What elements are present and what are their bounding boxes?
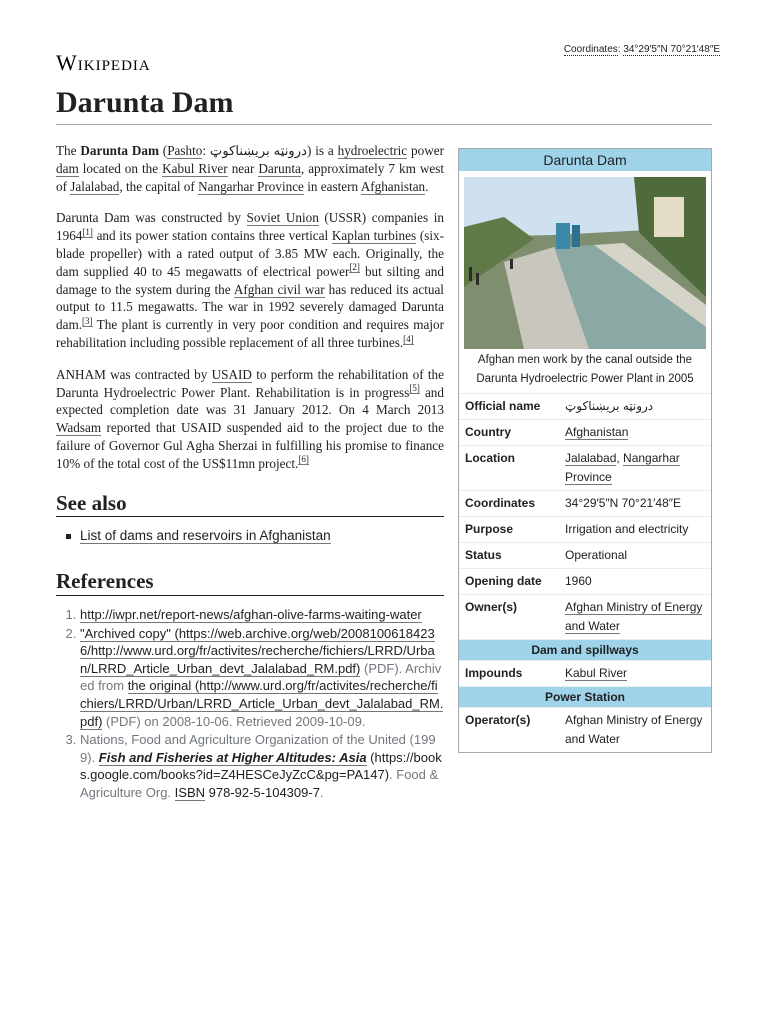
- row-opening-date: Opening date 1960: [459, 568, 711, 594]
- wikipedia-logo[interactable]: Wikipedia: [56, 50, 151, 75]
- reference-item: [80, 606, 444, 624]
- reference-item: 3. Nations, Food and Agriculture Organization of the United (1999). Fish and Fisheries at Higher Altitudes: Asia (https://books.google.com/books?id=Z4HESCeJyZcC&pg=PA147). Food & Agriculture Org. ISBN 978-92-5-104309-7.: [80, 731, 444, 801]
- link-afghan-civil-war[interactable]: Afghan civil war: [233, 281, 325, 297]
- coordinates-label[interactable]: Coordinates: [563, 44, 618, 55]
- ref-5[interactable]: [5]: [409, 383, 420, 394]
- row-owners: Owner(s) Afghan Ministry of Energy and Water: [459, 594, 711, 639]
- references-heading: References: [56, 573, 444, 596]
- reference-item: 2. "Archived copy" (https://web.archive.org/web/20081006184236/http://www.urd.org/fr/activites/recherche/fichiers/LRRD/Urban/LRRD_Article_Urban_devt_Jalalabad_RM.pdf) (PDF). Archived from the original (http://www.urd.org/fr/activites/recherche/fichiers/LRRD/Urban/LRRD_Article_Urban_devt_Jalalabad_RM.pdf) (PDF) on 2008-10-06. Retrieved 2009-10-09.: [80, 625, 444, 731]
- link-jalalabad[interactable]: Jalalabad: [70, 178, 120, 194]
- page-title: Darunta Dam: [56, 86, 712, 125]
- ref3-isbn-link[interactable]: ISBN: [174, 784, 205, 800]
- ref2-archived-link[interactable]: "Archived copy" (https://web.archive.org/web/20081006184236/http://www.urd.org/fr/activites/recherche/fichiers/LRRD/Urban/LRRD_Article_Urban_devt_Jalalabad_RM.pdf): [80, 625, 435, 676]
- row-operators: Operator(s) Afghan Ministry of Energy and Water: [459, 707, 711, 752]
- ref2-original-link[interactable]: the original (http://www.urd.org/fr/activites/recherche/fichiers/LRRD/Urban/LRRD_Article_Urban_devt_Jalalabad_RM.pdf): [80, 678, 444, 729]
- link-soviet-union[interactable]: Soviet Union: [246, 210, 319, 226]
- row-status: Status Operational: [459, 542, 711, 568]
- list-item[interactable]: List of dams and reservoirs in Afghanistan: [66, 527, 444, 545]
- references-list: [80, 606, 444, 802]
- coordinates-value[interactable]: 34°29′5″N 70°21′48″E: [623, 44, 720, 55]
- row-country: Country Afghanistan: [459, 419, 711, 445]
- link-wadsam[interactable]: Wadsam: [56, 420, 102, 436]
- row-coordinates: Coordinates 34°29′5″N 70°21′48″E: [459, 490, 711, 516]
- link-nangarhar[interactable]: Nangarhar Province: [198, 178, 304, 194]
- see-also-heading: See also: [56, 495, 444, 518]
- paragraph-history: Darunta Dam was constructed by Soviet Union (USSR) companies in 1964[1] and its power station contains three vertical Kaplan turbines (six-blade propeller) with a rated output of 3.85 MW each. Originally, the dam supplied 40 to 45 megawatts of electrical power[2] but silting and damage to the system during the Afghan civil war has reduced its actual output to 11.5 megawatts. The war in 1992 severely damaged Darunta dam.[3] The plant is currently in very poor condition and requires major rehabilitation including possible replacement of all three turbines.[4]: [56, 210, 445, 350]
- link-kabul-river[interactable]: Kabul River: [162, 160, 228, 176]
- link-kaplan-turbines[interactable]: Kaplan turbines: [331, 228, 417, 244]
- owner-link[interactable]: Afghan Ministry of Energy and Water: [565, 600, 703, 633]
- infobox-title: Darunta Dam: [459, 149, 711, 171]
- ref-1[interactable]: [1]: [82, 226, 93, 237]
- section-dam-spillways: Dam and spillways: [459, 639, 711, 660]
- ref-6[interactable]: [6]: [298, 454, 309, 465]
- ref-2[interactable]: [2]: [349, 262, 360, 273]
- see-also-list: [66, 527, 444, 545]
- paragraph-rehab: ANHAM was contracted by USAID to perform the rehabilitation of the Darunta Hydroelectric Power Plant. Rehabilitation is in progress[5] and expected completion date was 31 January 2012. On 4 March 2013 Wadsam reported that USAID suspended aid to the project due to the failure of Governor Gul Agha Sherzai in fulfilling his promise to finance 10% of the total cost of the US$11mn project.[6]: [56, 366, 444, 471]
- article-body: [56, 142, 444, 802]
- link-usaid[interactable]: USAID: [211, 366, 252, 382]
- country-link[interactable]: Afghanistan: [565, 425, 629, 439]
- link-darunta[interactable]: Darunta: [258, 160, 301, 176]
- location-jalalabad-link[interactable]: Jalalabad: [565, 451, 617, 465]
- link-pashto[interactable]: Pashto: [167, 143, 203, 158]
- row-impounds: Impounds Kabul River: [459, 660, 711, 686]
- ref3-book-link[interactable]: Fish and Fisheries at Higher Altitudes: Asia: [98, 749, 367, 765]
- link-dam[interactable]: dam: [56, 160, 79, 176]
- coordinates-header: Coordinates: 34°29′5″N 70°21′48″E: [563, 44, 720, 55]
- ref1-link[interactable]: http://iwpr.net/report-news/afghan-olive-farms-waiting-water: [80, 606, 422, 622]
- ref-4[interactable]: [4]: [403, 333, 414, 344]
- row-purpose: Purpose Irrigation and electricity: [459, 516, 711, 542]
- dam-canal-photo[interactable]: [464, 177, 706, 349]
- paragraph-intro: The Darunta Dam (Pashto: درونټه بريښناکوټ) is a hydroelectric power dam located on the Kabul River near Darunta, approximately 7 km west of Jalalabad, the capital of Nangarhar Province in eastern Afghanistan.: [56, 143, 445, 194]
- link-afghanistan[interactable]: Afghanistan: [360, 178, 426, 194]
- infobox: [458, 148, 712, 753]
- section-power-station: Power Station: [459, 686, 711, 707]
- infobox-caption: Afghan men work by the canal outside the Darunta Hydroelectric Power Plant in 2005: [476, 354, 694, 385]
- row-official-name: Official name درونټه بريښناکوټ: [459, 393, 711, 419]
- location-nangarhar-link[interactable]: Nangarhar Province: [565, 451, 680, 484]
- link-hydroelectric[interactable]: hydroelectric: [337, 143, 408, 158]
- row-location: Location Jalalabad, Nangarhar Province: [459, 445, 711, 490]
- ref-3[interactable]: [3]: [82, 315, 93, 326]
- coordinates-link[interactable]: 34°29′5″N 70°21′48″E: [565, 496, 682, 510]
- impounds-link[interactable]: Kabul River: [565, 666, 628, 680]
